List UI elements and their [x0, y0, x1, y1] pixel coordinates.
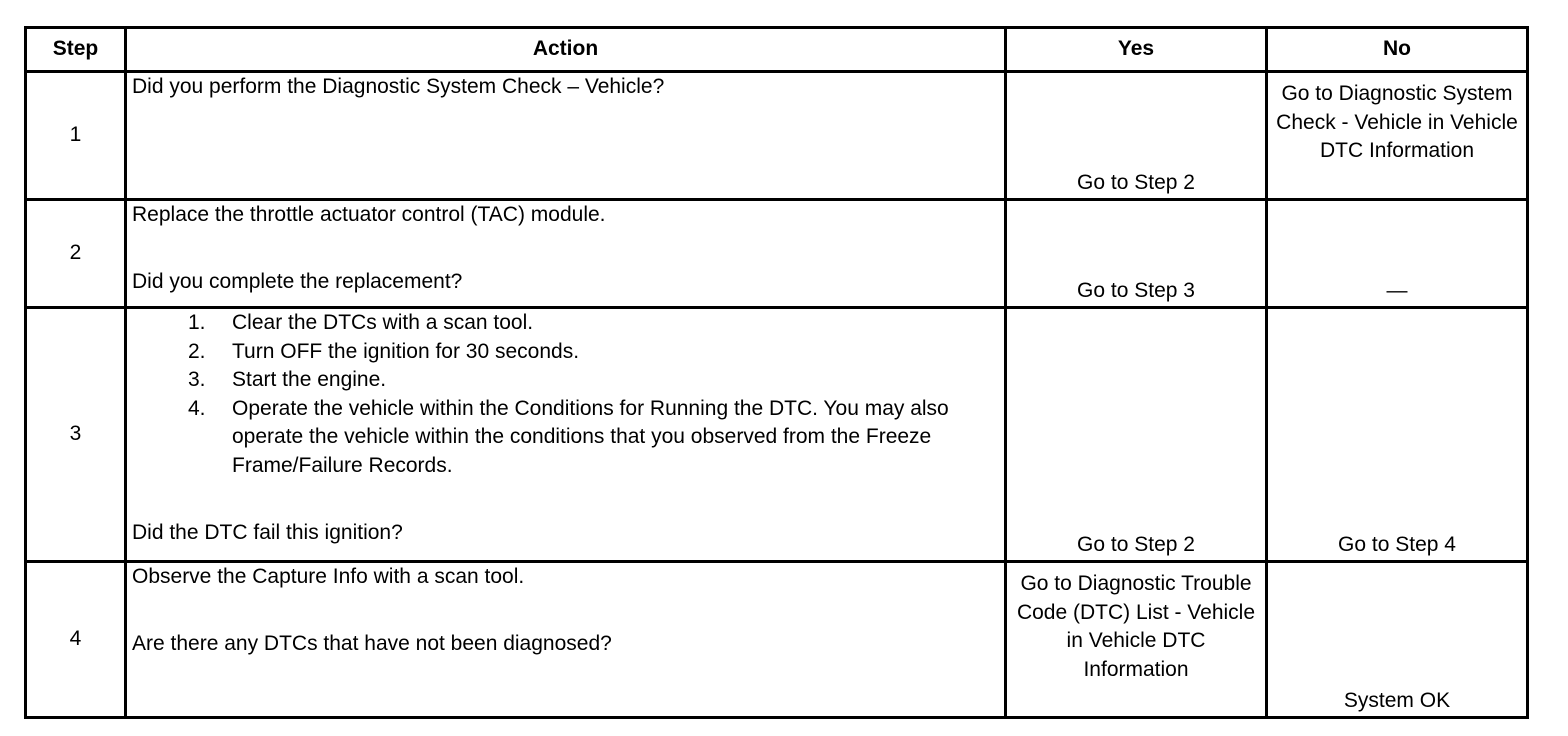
header-yes: Yes	[1006, 28, 1267, 72]
list-item	[132, 309, 999, 338]
yes-cell: Go to Step 3	[1006, 200, 1267, 308]
list-item-number: 2.	[188, 339, 206, 363]
table-row	[26, 562, 1528, 718]
list-item	[132, 366, 999, 395]
action-question: Did you complete the replacement?	[132, 269, 463, 293]
list-item-text: Operate the vehicle within the Conditions for Running the DTC. You may also operate the vehicle within the conditions that you observed from the Freeze Frame/Failure Records.	[232, 396, 949, 477]
action-cell	[126, 72, 1006, 200]
table-row	[26, 200, 1528, 308]
list-item-number: 4.	[188, 396, 206, 420]
header-step: Step	[26, 28, 126, 72]
action-cell	[126, 200, 1006, 308]
yes-cell: Go to Step 2	[1006, 308, 1267, 562]
no-cell: Go to Step 4	[1267, 308, 1528, 562]
header-no: No	[1267, 28, 1528, 72]
list-item-text: Clear the DTCs with a scan tool.	[232, 311, 534, 334]
list-item	[132, 338, 999, 367]
table-row	[26, 308, 1528, 562]
step-number: 2	[26, 200, 126, 308]
diagnostic-table	[24, 26, 1529, 719]
action-cell	[126, 562, 1006, 718]
action-question: Did the DTC fail this ignition?	[132, 520, 403, 544]
step-number: 3	[26, 308, 126, 562]
table-row	[26, 72, 1528, 200]
header-action: Action	[126, 28, 1006, 72]
list-item-text: Start the engine.	[232, 368, 387, 392]
no-cell: —	[1267, 200, 1528, 308]
list-item	[132, 395, 999, 481]
action-instruction: Replace the throttle actuator control (TAC) module.	[132, 203, 606, 226]
action-cell	[126, 308, 1006, 562]
action-question: Are there any DTCs that have not been diagnosed?	[132, 631, 612, 655]
yes-cell: Go to Step 2	[1006, 72, 1267, 200]
no-cell: System OK	[1267, 562, 1528, 718]
action-instruction: Observe the Capture Info with a scan tool.	[132, 565, 525, 588]
action-question: Did you perform the Diagnostic System Check – Vehicle?	[132, 75, 665, 98]
step-number: 1	[26, 72, 126, 200]
header-row	[26, 28, 1528, 72]
action-step-list	[132, 309, 999, 481]
no-cell: Go to Diagnostic System Check - Vehicle in Vehicle DTC Information	[1267, 72, 1528, 200]
list-item-number: 3.	[188, 368, 206, 392]
step-number: 4	[26, 562, 126, 718]
list-item-text: Turn OFF the ignition for 30 seconds.	[232, 339, 580, 363]
yes-cell: Go to Diagnostic Trouble Code (DTC) List - Vehicle in Vehicle DTC Information	[1006, 562, 1267, 718]
list-item-number: 1.	[188, 311, 206, 334]
